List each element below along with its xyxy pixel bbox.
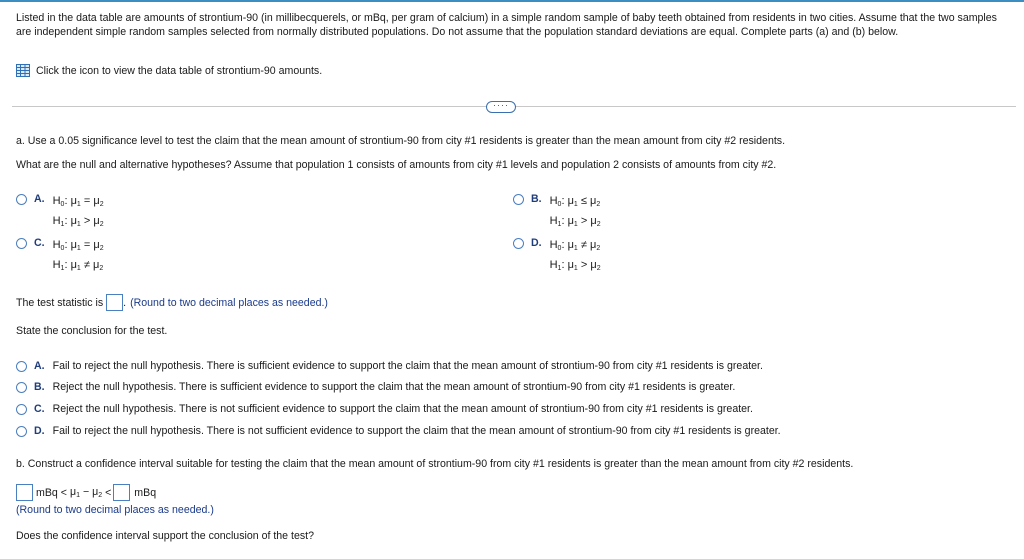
- conclusion-text: Fail to reject the null hypothesis. There is not sufficient evidence to support the claim that the mean amount of strontium-90 from city #1 residents is greater.: [52, 425, 781, 437]
- h1-relation: >: [580, 215, 588, 227]
- problem-intro: Listed in the data table are amounts of strontium-90 (in millibecquerels, or mBq, per gram of calcium) in a simple random sample of baby teeth obtained from residents in two cities. Assume that the two samples are independent simple random samples selected from normally distributed populations. Do not assume that the population standard deviations are equal. Complete parts (a) and (b) below.: [16, 12, 997, 38]
- null-hypothesis: $H_0$: $\mu_1 \ne \mu_2$: [549, 239, 601, 252]
- round-note: (Round to two decimal places as needed.): [130, 296, 328, 309]
- null-hypothesis: $H_0$: $\mu_1 = \mu_2$: [52, 239, 104, 252]
- option-letter: A.: [34, 360, 45, 372]
- option-letter: B.: [531, 193, 542, 205]
- conclusion-option-b[interactable]: [16, 381, 735, 393]
- data-table-icon[interactable]: [16, 64, 30, 77]
- part-a-prompt: a. Use a 0.05 significance level to test the claim that the mean amount of strontium-90 from city #1 residents is greater than the mean amount from city #2 residents.: [16, 135, 786, 147]
- lt-symbol: <: [60, 486, 67, 499]
- conclusion-text: Fail to reject the null hypothesis. There is sufficient evidence to support the claim that the mean amount of strontium-90 from city #1 residents is greater.: [52, 360, 763, 372]
- alt-hypothesis: $H_1$: $\mu_1 > \mu_2$: [549, 259, 601, 272]
- null-hypothesis: $H_0$: $\mu_1 = \mu_2$: [52, 195, 104, 208]
- conclusion-text: Reject the null hypothesis. There is not sufficient evidence to support the claim that the mean amount of strontium-90 from city #1 residents is greater.: [52, 403, 753, 415]
- h0-relation: ≤: [580, 195, 587, 207]
- conclusion-radio-c[interactable]: [16, 404, 27, 415]
- hypothesis-radio-b[interactable]: [513, 194, 524, 205]
- conclusion-radio-b[interactable]: [16, 382, 27, 393]
- alt-hypothesis: $H_1$: $\mu_1 > \mu_2$: [52, 215, 104, 228]
- null-hypothesis: $H_0$: $\mu_1 \le \mu_2$: [549, 195, 601, 208]
- data-table-link[interactable]: [16, 64, 322, 77]
- hypothesis-radio-c[interactable]: [16, 238, 27, 249]
- option-letter: A.: [34, 193, 45, 205]
- hypothesis-option-d[interactable]: [513, 237, 601, 277]
- conclusion-option-a[interactable]: [16, 360, 763, 372]
- conclusion-radio-a[interactable]: [16, 361, 27, 372]
- h1-relation: ≠: [83, 259, 90, 271]
- top-accent-bar: [0, 0, 1024, 2]
- test-statistic-suffix: .: [123, 296, 127, 309]
- hypothesis-pair: [550, 237, 601, 277]
- option-letter: D.: [34, 425, 45, 437]
- data-table-link-text[interactable]: Click the icon to view the data table of strontium-90 amounts.: [36, 64, 323, 77]
- hypothesis-radio-a[interactable]: [16, 194, 27, 205]
- ci-round-note: (Round to two decimal places as needed.): [16, 504, 214, 516]
- test-statistic-row: [16, 294, 328, 311]
- h0-relation: ≠: [580, 239, 587, 251]
- option-letter: D.: [531, 237, 542, 249]
- h1-relation: >: [580, 259, 588, 271]
- conclusion-radio-d[interactable]: [16, 426, 27, 437]
- confidence-interval-row: [16, 484, 156, 501]
- alt-hypothesis: $H_1$: $\mu_1 > \mu_2$: [549, 215, 601, 228]
- option-letter: B.: [34, 381, 45, 393]
- test-statistic-input[interactable]: [106, 294, 123, 311]
- h0-relation: =: [83, 195, 91, 207]
- hypothesis-option-a[interactable]: [16, 193, 104, 233]
- option-letter: C.: [34, 237, 45, 249]
- ci-support-question: Does the confidence interval support the conclusion of the test?: [16, 530, 314, 542]
- hypothesis-option-c[interactable]: [16, 237, 104, 277]
- h1-relation: >: [83, 215, 91, 227]
- hypothesis-radio-d[interactable]: [513, 238, 524, 249]
- ci-lower-input[interactable]: [16, 484, 33, 501]
- conclusion-option-c[interactable]: [16, 403, 753, 415]
- ci-lower-unit: mBq: [36, 486, 58, 499]
- test-statistic-label: The test statistic is: [16, 296, 104, 309]
- hypothesis-pair: [53, 193, 104, 233]
- ci-upper-unit: mBq: [134, 486, 157, 499]
- part-b-prompt: b. Construct a confidence interval suitable for testing the claim that the mean amount of strontium-90 from city #1 residents is greater than the mean amount from city #2 residents.: [16, 458, 854, 470]
- lt-symbol: <: [105, 486, 112, 499]
- ci-upper-input[interactable]: [113, 484, 130, 501]
- option-letter: C.: [34, 403, 45, 415]
- hypothesis-option-b[interactable]: [513, 193, 601, 233]
- expand-more-button[interactable]: ····: [486, 101, 516, 113]
- hypotheses-question: What are the null and alternative hypotheses? Assume that population 1 consists of amounts from city #1 levels and population 2 consists of amounts from city #2.: [16, 159, 777, 171]
- alt-hypothesis: $H_1$: $\mu_1 \ne \mu_2$: [52, 259, 104, 272]
- conclusion-option-d[interactable]: [16, 425, 781, 437]
- conclusion-text: Reject the null hypothesis. There is sufficient evidence to support the claim that the mean amount of strontium-90 from city #1 residents is greater.: [52, 381, 736, 393]
- hypothesis-pair: [550, 193, 601, 233]
- conclusion-prompt: State the conclusion for the test.: [16, 325, 168, 337]
- hypothesis-pair: [53, 237, 104, 277]
- mu-diff: $\mu_1 - \mu_2$: [69, 486, 103, 499]
- h0-relation: =: [83, 239, 91, 251]
